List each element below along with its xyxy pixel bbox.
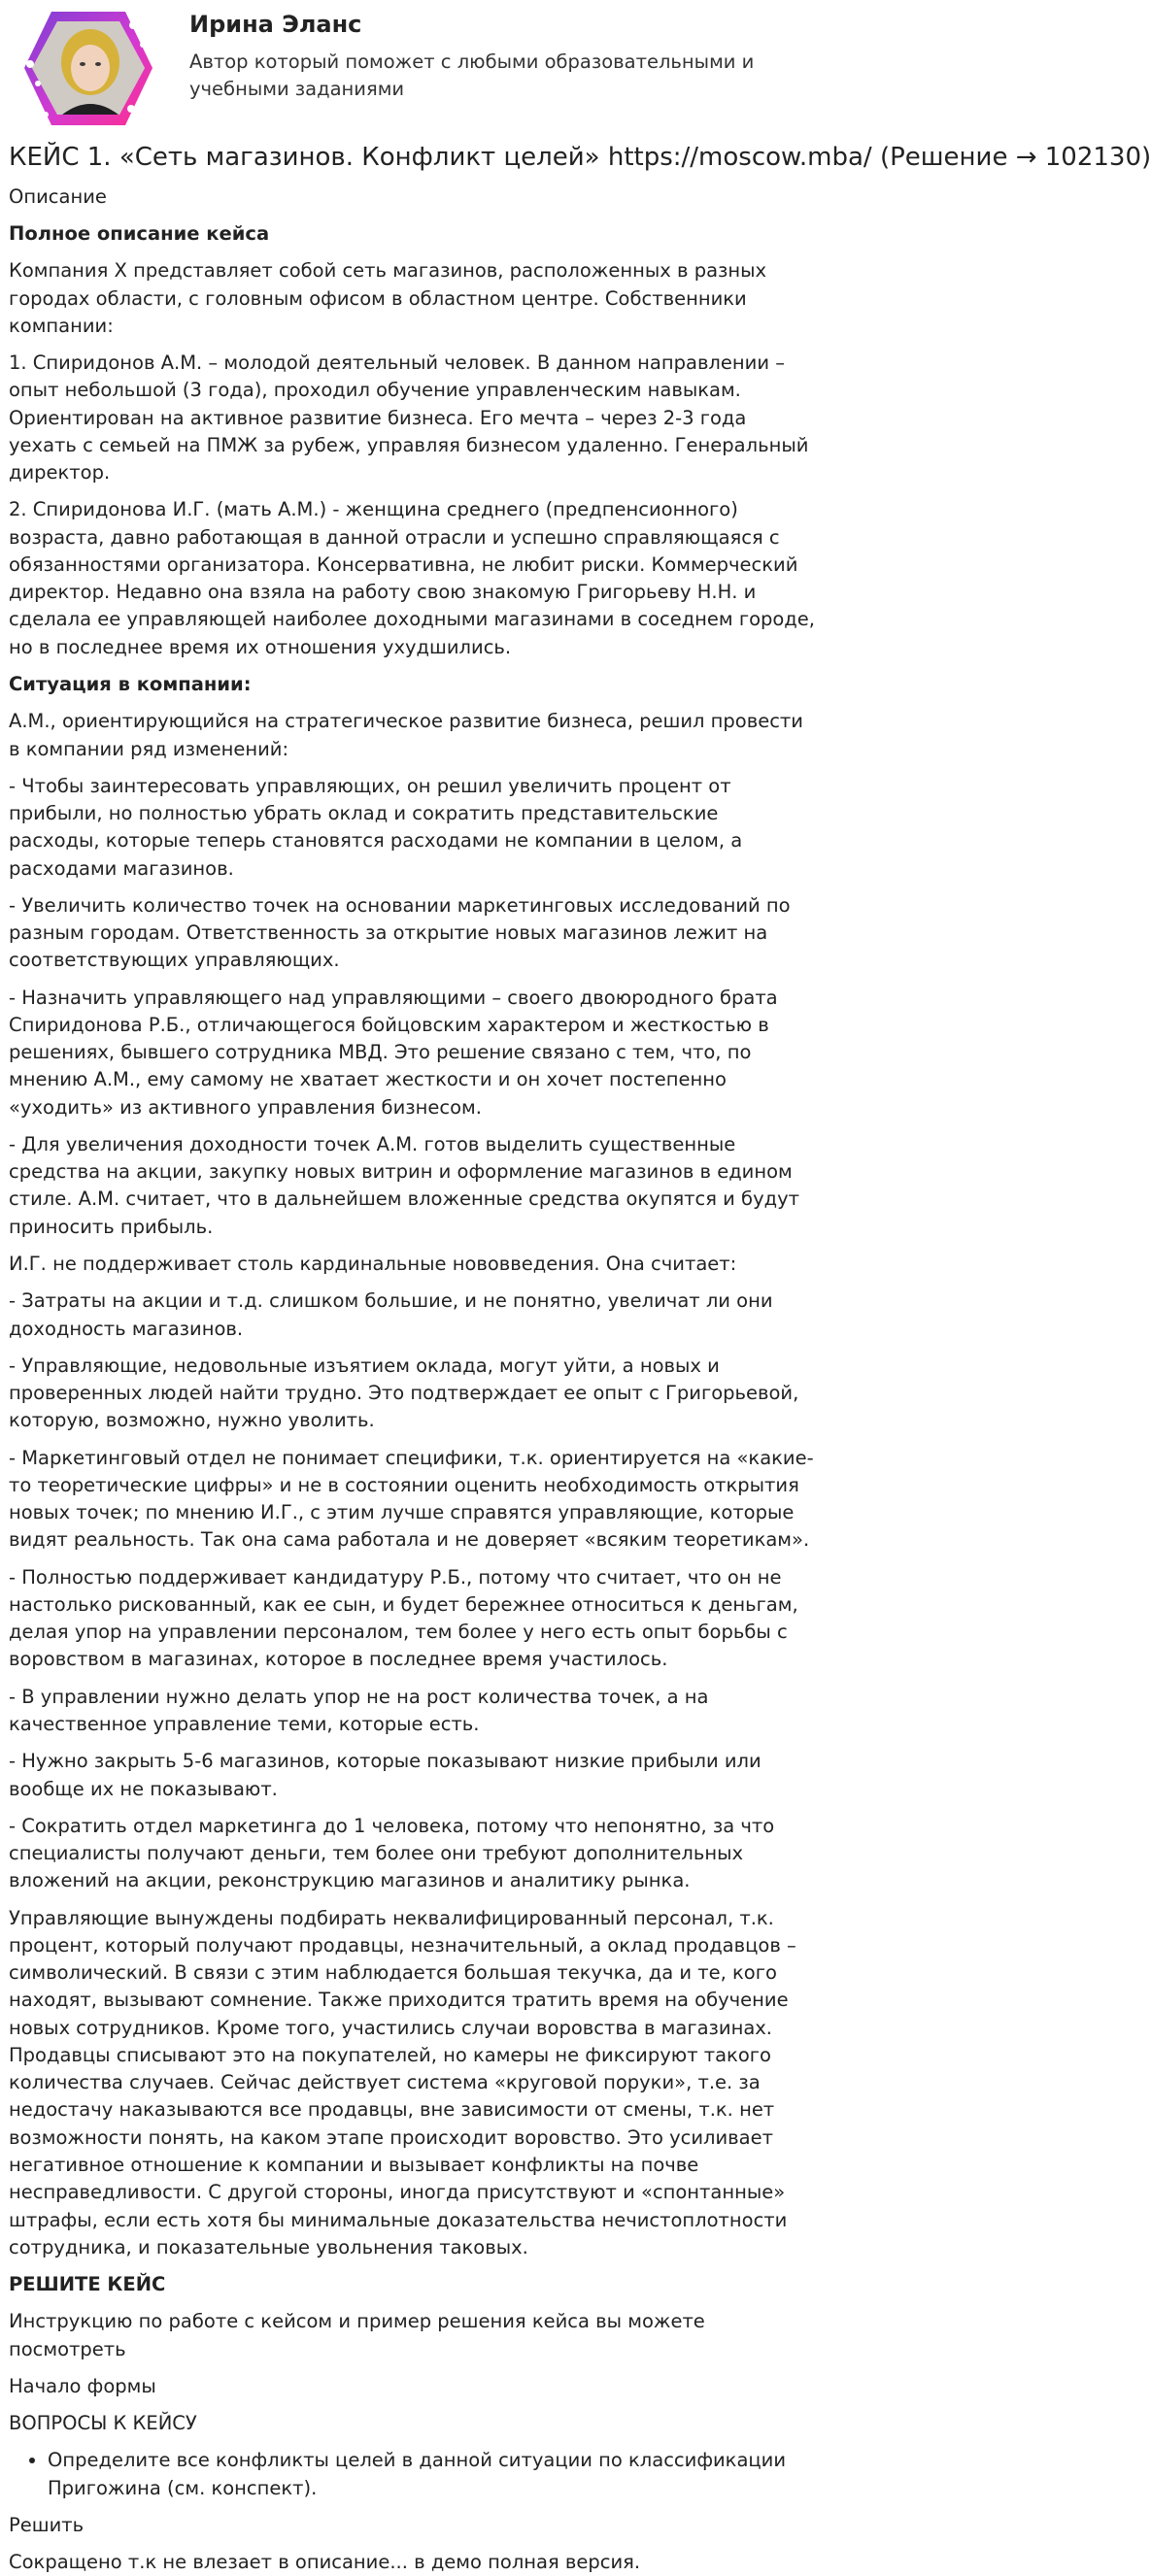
question-item: • Определите все конфликты целей в данной ситуации по классификации Пригожина (см. конспект). [48, 2447, 815, 2502]
ig-point: - Полностью поддерживает кандидатуру Р.Б., потому что считает, что он не настолько рискованный, как ее сын, и будет бережнее относиться к деньгам, делая упор на управлении персоналом, тем более у него есть опыт борьбы с воровством в магазинах, которое в последнее время участилось. [9, 1565, 798, 1671]
author-description: Автор который поможет с любыми образовательными и учебными заданиями [189, 50, 755, 101]
ig-point: - Маркетинговый отдел не понимает специфики, т.к. ориентируется на «какие-то теоретические цифры» и не в состоянии оценить необходимость открытия новых точек; по мнению И.Г., с этим лучше справятся управляющие, которые видят реальность. Так она сама работала и не доверяет «всяким теоретикам». [9, 1446, 814, 1552]
owner-2-paragraph: 2. Спиридонова И.Г. (мать А.М.) - женщина среднего (предпенсионного) возраста, давно работающая в данной отрасли и успешно справляющаяся с обязанностями организатора. Консервативна, не любит риски. Коммерческий директор. Недавно она взяла на работу свою знакомую Григорьеву Н.Н. и сделала ее управляющей наиболее доходными магазинами в соседнем городе, но в последнее время их отношения ухудшились. [9, 498, 815, 658]
instruction-text: Инструкцию по работе с кейсом и пример решения кейса вы можете посмотреть [9, 2310, 705, 2360]
ig-intro: И.Г. не поддерживает столь кардинальные нововведения. Она считает: [9, 1253, 737, 1276]
avatar[interactable] [17, 8, 152, 129]
am-point: - Для увеличения доходности точек А.М. готов выделить существенные средства на акции, закупку новых витрин и оформление магазинов в едином стиле. А.М. считает, что в дальнейшем вложенные средства окупятся и будут приносить прибыль. [9, 1132, 800, 1238]
avatar-image [17, 8, 152, 129]
intro-paragraph: Компания X представляет собой сеть магазинов, расположенных в разных городах области, с головным офисом в областном центре. Собственники компании: [9, 259, 767, 337]
situation-heading: Ситуация в компании: [9, 672, 252, 695]
am-point: - Чтобы заинтересовать управляющих, он решил увеличить процент от прибыли, но полностью убрать оклад и сократить представительские расходы, которые теперь становятся расходами не компании в целом, а расходами магазинов. [9, 774, 743, 880]
questions-heading: ВОПРОСЫ К КЕЙСУ [9, 2412, 197, 2435]
am-point: - Назначить управляющего над управляющими – своего двоюродного брата Спиридонова Р.Б., отличающегося бойцовским характером и жесткостью в решениях, бывшего сотрудника МВД. Это решение связано с тем, что, по мнению А.М., ему самому не хватает жесткости и он хочет постепенно «уходить» из активного управления бизнесом. [9, 986, 778, 1119]
case-title: КЕЙС 1. «Сеть магазинов. Конфликт целей» https://moscow.mba/ (Решение → 102130) [9, 143, 1151, 172]
author-name[interactable]: Ирина Эланс [189, 11, 362, 38]
description-label: Описание [9, 184, 107, 208]
questions-list [9, 2447, 815, 2502]
managers-paragraph: Управляющие вынуждены подбирать неквалифицированный персонал, т.к. процент, который получают продавцы, незначительный, а оклад продавцов – символический. В связи с этим наблюдается большая текучка, да и те, кого находят, вызывают сомнение. Также приходится тратить время на обучение новых сотрудников. Кроме того, участились случаи воровства в магазинах. Продавцы списывают это на покупателей, но камеры не фиксируют такого количества случаев. Сейчас действует система «круговой поруки», т.е. за недостачу наказываются все продавцы, вне зависимости от смены, т.к. нет возможности понять, на каком этапе происходит воровство. Это усиливает негативное отношение к компании и вызывает конфликты на почве несправедливости. С другой стороны, иногда присутствуют и «спонтанные» штрафы, если есть хотя бы минимальные доказательства нечистоплотности сотрудника, и показательные увольнения таковых. [9, 1906, 796, 2258]
solve-heading: РЕШИТЕ КЕЙС [9, 2273, 166, 2296]
ig-point: - Нужно закрыть 5-6 магазинов, которые показывают низкие прибыли или вообще их не показывают. [9, 1750, 762, 1800]
owner-1-paragraph: 1. Спиридонов А.М. – молодой деятельный человек. В данном направлении – опыт небольшой (3 года), проходил обучение управленческим навыкам. Ориентирован на активное развитие бизнеса. Его мечта – через 2-3 года уехать с семьей на ПМЖ за рубеж, управляя бизнесом удаленно. Генеральный директор. [9, 351, 809, 485]
am-intro: А.М., ориентирующийся на стратегическое развитие бизнеса, решил провести в компании ряд изменений: [9, 710, 803, 760]
full-description-heading: Полное описание кейса [9, 221, 270, 245]
ig-point: - Сократить отдел маркетинга до 1 человека, потому что непонятно, за что специалисты получают деньги, тем более они требуют дополнительных вложений на акции, реконструкцию магазинов и аналитику рынка. [9, 1814, 775, 1892]
am-point: - Увеличить количество точек на основании маркетинговых исследований по разным городам. Ответственность за открытие новых магазинов лежит на соответствующих управляющих. [9, 893, 791, 972]
solve-label[interactable]: Решить [9, 2513, 85, 2536]
author-block [9, 0, 815, 141]
ig-point: - Затраты на акции и т.д. слишком большие, и не понятно, увеличат ли они доходность магазинов. [9, 1289, 773, 1340]
form-start-label: Начало формы [9, 2374, 156, 2397]
ig-point: - Управляющие, недовольные изъятием оклада, могут уйти, а новых и проверенных людей найти трудно. Это подтверждает ее опыт с Григорьевой, которую, возможно, нужно уволить. [9, 1354, 799, 1432]
ig-point: - В управлении нужно делать упор не на рост количества точек, а на качественное управление теми, которые есть. [9, 1685, 709, 1735]
truncated-note: Сокращено т.к не влезает в описание... в демо полная версия. [9, 2551, 641, 2574]
